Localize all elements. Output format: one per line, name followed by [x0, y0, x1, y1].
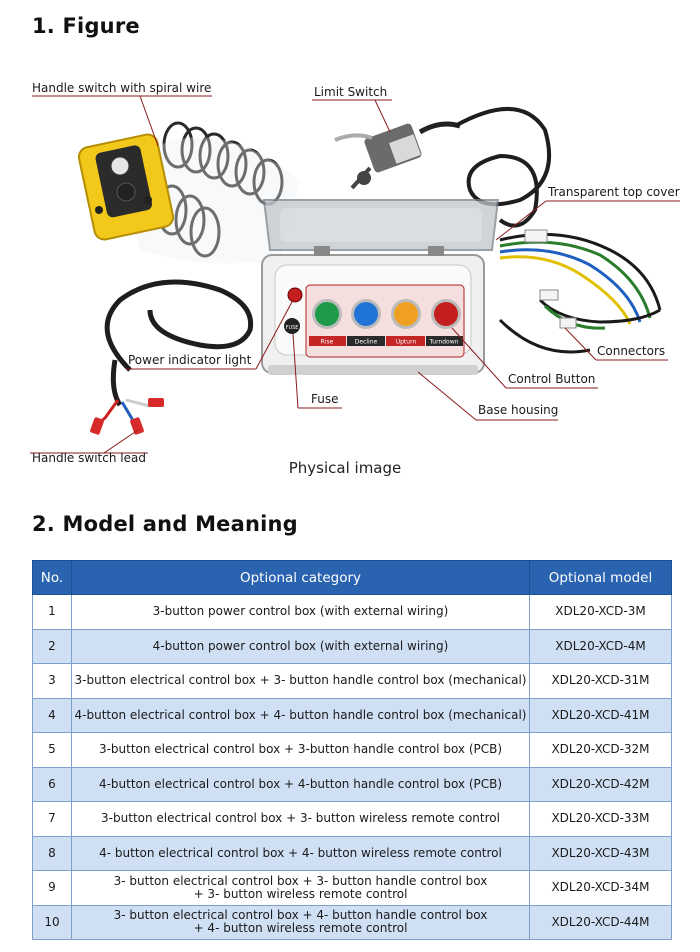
button-label-rise: Rise	[320, 338, 334, 346]
cell-category-line2: + 3- button wireless remote control	[193, 886, 408, 901]
button-upturn	[394, 302, 418, 326]
cell-no: 4	[33, 698, 72, 733]
table-row	[33, 767, 672, 802]
button-label-strip	[309, 336, 463, 346]
cell-no: 6	[33, 767, 72, 802]
table-row	[33, 733, 672, 768]
cell-no: 8	[33, 836, 72, 871]
button-turndown	[434, 302, 458, 326]
cell-category: 4-button power control box (with external wiring)	[72, 629, 530, 664]
table-row	[33, 698, 672, 733]
table-row	[33, 905, 672, 940]
cell-category-line1: 3- button electrical control box + 4- button handle control box	[113, 908, 488, 923]
table-row	[33, 871, 672, 906]
cell-model: XDL20-XCD-44M	[530, 905, 672, 940]
section-figure-heading: 1. Figure	[32, 14, 140, 38]
header-no: No.	[33, 561, 72, 595]
table-row	[33, 664, 672, 699]
limit-switch-device	[335, 123, 460, 188]
cell-category: 4-button electrical control box + 4-button handle control box (PCB)	[72, 767, 530, 802]
callout-handle-lead: Handle switch lead	[32, 451, 146, 465]
header-category: Optional category	[72, 561, 530, 595]
header-model: Optional model	[530, 561, 672, 595]
cell-category: 3-button electrical control box + 3-button handle control box (PCB)	[72, 733, 530, 768]
cell-category: 4- button electrical control box + 4- button wireless remote control	[72, 836, 530, 871]
cell-no: 9	[33, 871, 72, 906]
figure-caption: Physical image	[288, 459, 402, 477]
cell-model: XDL20-XCD-4M	[530, 629, 672, 664]
cell-model: XDL20-XCD-33M	[530, 802, 672, 837]
callout-limit-switch: Limit Switch	[314, 85, 388, 99]
cell-category: 3-button power control box (with external wiring)	[72, 595, 530, 630]
table-row	[33, 836, 672, 871]
table-header-row	[33, 561, 672, 595]
table-row	[33, 802, 672, 837]
cell-no: 5	[33, 733, 72, 768]
callout-top-cover: Transparent top cover	[548, 185, 680, 199]
button-label-upturn: Upturn	[395, 338, 417, 346]
cell-no: 3	[33, 664, 72, 699]
callout-base-housing: Base housing	[478, 403, 559, 417]
cell-model: XDL20-XCD-42M	[530, 767, 672, 802]
fuse-mark: FUSE	[285, 325, 299, 331]
connectors-bundle	[500, 230, 660, 352]
model-table	[32, 560, 672, 940]
cell-no: 2	[33, 629, 72, 664]
button-rise	[315, 302, 339, 326]
cell-category: 3-button electrical control box + 3- button wireless remote control	[72, 802, 530, 837]
cell-no: 7	[33, 802, 72, 837]
button-label-turndown: Turndown	[429, 338, 459, 346]
cell-category: 4-button electrical control box + 4- button handle control box (mechanical)	[72, 698, 530, 733]
callout-fuse: Fuse	[311, 392, 339, 406]
cell-category	[72, 871, 530, 906]
cell-model: XDL20-XCD-43M	[530, 836, 672, 871]
callout-handle-switch: Handle switch with spiral wire	[32, 81, 212, 95]
cell-model: XDL20-XCD-32M	[530, 733, 672, 768]
cell-model: XDL20-XCD-3M	[530, 595, 672, 630]
callout-connectors: Connectors	[597, 344, 666, 358]
callout-power-indicator: Power indicator light	[128, 353, 252, 367]
product-illustration	[0, 60, 700, 490]
cell-category: 3-button electrical control box + 3- button handle control box (mechanical)	[72, 664, 530, 699]
cell-model: XDL20-XCD-34M	[530, 871, 672, 906]
cell-model: XDL20-XCD-31M	[530, 664, 672, 699]
button-label-decline: Decline	[354, 338, 378, 346]
cell-category-line2: + 4- button wireless remote control	[193, 921, 408, 936]
section-model-heading: 2. Model and Meaning	[32, 512, 298, 536]
physical-image-figure	[0, 60, 700, 490]
cell-no: 10	[33, 905, 72, 940]
callout-control-button: Control Button	[508, 372, 596, 386]
cell-category	[72, 905, 530, 940]
cell-model: XDL20-XCD-41M	[530, 698, 672, 733]
cell-category-line1: 3- button electrical control box + 3- button handle control box	[113, 873, 488, 888]
table-row	[33, 629, 672, 664]
transparent-top-cover	[264, 200, 498, 256]
button-decline	[354, 302, 378, 326]
cell-no: 1	[33, 595, 72, 630]
power-indicator-light	[288, 288, 302, 302]
table-row	[33, 595, 672, 630]
